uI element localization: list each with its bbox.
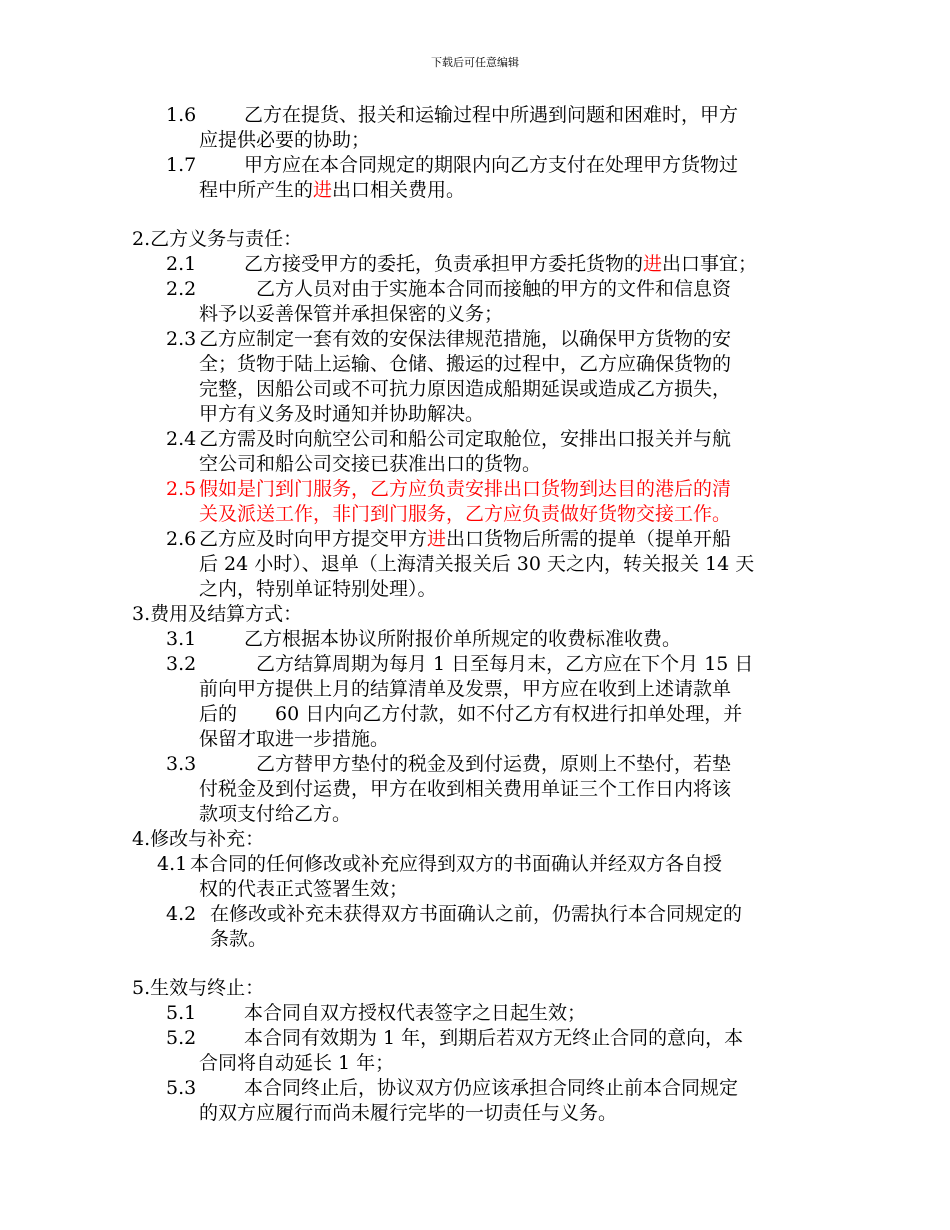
blank-line [0, 952, 950, 976]
clause-continuation [0, 927, 950, 952]
clause-text: 在修改或补充未获得双方书面确认之前，仍需执行本合同规定的 [210, 903, 743, 925]
clause-text: 的双方应履行而尚未履行完毕的一切责任与义务。 [199, 1102, 618, 1124]
clause-number: 4.2 [166, 903, 197, 925]
clause-line [0, 103, 950, 128]
clause-text: 料予以妥善保管并承担保密的义务； [199, 303, 504, 325]
clause-text: 条款。 [210, 928, 268, 950]
blank-line [0, 203, 950, 227]
clause-line [0, 477, 950, 502]
clause-text: 乙方应制定一套有效的安保法律规范措施，以确保甲方货物的安 [199, 328, 732, 350]
clause-text: 本合同有效期为 1 年，到期后若双方无终止合同的意向，本 [244, 1027, 744, 1049]
text-segment: 出口相关费用。 [332, 179, 466, 201]
clause-continuation [0, 502, 950, 527]
highlighted-word: 进 [313, 179, 333, 201]
clause-number: 3.3 [166, 753, 197, 775]
clause-continuation [0, 552, 950, 577]
text-segment: 乙方应及时向甲方提交甲方 [199, 528, 428, 550]
clause-continuation [0, 402, 950, 427]
clause-text: 甲方应在本合同规定的期限内向乙方支付在处理甲方货物过 [244, 154, 739, 176]
clause-number: 3.1 [166, 628, 197, 650]
clause-line [0, 752, 950, 777]
clause-text: 合同将自动延长 1 年； [199, 1052, 395, 1074]
clause-text: 款项支付给乙方。 [199, 803, 352, 825]
clause-text: 本合同终止后，协议双方仍应该承担合同终止前本合同规定 [244, 1077, 739, 1099]
clause-continuation [0, 702, 950, 727]
clause-line [0, 277, 950, 302]
clause-number: 5.1 [166, 1002, 197, 1024]
clause-text [199, 527, 731, 552]
clause-text: 4.修改与补充： [132, 828, 265, 850]
section-heading [0, 227, 950, 252]
clause-line [0, 652, 950, 677]
clause-line [0, 527, 950, 552]
clause-number: 5.2 [166, 1027, 197, 1049]
clause-text: 乙方人员对由于实施本合同而接触的甲方的文件和信息资 [256, 278, 732, 300]
clause-text: 之内，特别单证特别处理）。 [199, 578, 437, 600]
clause-text: 3.费用及结算方式： [132, 603, 303, 625]
document-body [0, 103, 950, 1126]
clause-text: 本合同的任何修改或补充应得到双方的书面确认并经双方各自授 [190, 853, 723, 875]
clause-text [199, 178, 465, 203]
section-heading [0, 602, 950, 627]
clause-number: 4.1 [157, 853, 188, 875]
clause-number: 2.2 [166, 278, 197, 300]
clause-text: 保留才取进一步措施。 [199, 728, 390, 750]
clause-text: 5.生效与终止： [132, 977, 265, 999]
clause-text: 甲方有义务及时通知并协助解决。 [199, 403, 485, 425]
clause-continuation [0, 577, 950, 602]
clause-number: 2.1 [166, 253, 197, 275]
clause-number: 5.3 [166, 1077, 197, 1099]
clause-continuation [0, 178, 950, 203]
clause-text: 后的 60 日内向乙方付款，如不付乙方有权进行扣单处理，并 [199, 703, 743, 725]
highlighted-word: 进 [427, 528, 447, 550]
clause-text: 乙方结算周期为每月 1 日至每月末，乙方应在下个月 15 日 [256, 653, 754, 675]
clause-continuation [0, 727, 950, 752]
clause-line [0, 1076, 950, 1101]
clause-continuation [0, 1101, 950, 1126]
clause-number: 1.7 [166, 154, 197, 176]
clause-line [0, 1026, 950, 1051]
clause-number: 1.6 [166, 104, 197, 126]
clause-continuation [0, 452, 950, 477]
clause-line [0, 852, 950, 877]
clause-continuation [0, 777, 950, 802]
clause-text: 付税金及到付运费，甲方在收到相关费用单证三个工作日内将该 [199, 778, 732, 800]
clause-continuation [0, 802, 950, 827]
clause-line [0, 153, 950, 178]
clause-text: 全；货物于陆上运输、仓储、搬运的过程中，乙方应确保货物的 [199, 353, 732, 375]
clause-line [0, 902, 950, 927]
text-segment: 乙方接受甲方的委托，负责承担甲方委托货物的 [244, 253, 644, 275]
clause-continuation [0, 377, 950, 402]
clause-text: 本合同自双方授权代表签字之日起生效； [244, 1002, 587, 1024]
clause-text: 乙方根据本协议所附报价单所规定的收费标准收费。 [244, 628, 682, 650]
clause-text: 完整，因船公司或不可抗力原因造成船期延误或造成乙方损失， [199, 378, 732, 400]
clause-text [244, 252, 757, 277]
clause-line [0, 627, 950, 652]
clause-text: 假如是门到门服务，乙方应负责安排出口货物到达目的港后的清 [199, 478, 732, 500]
section-heading [0, 976, 950, 1001]
clause-number: 2.3 [166, 328, 197, 350]
clause-number: 2.4 [166, 428, 197, 450]
clause-text: 关及派送工作，非门到门服务，乙方应负责做好货物交接工作。 [199, 503, 732, 525]
clause-continuation [0, 1051, 950, 1076]
clause-text: 应提供必要的协助； [199, 129, 371, 151]
clause-continuation [0, 352, 950, 377]
text-segment: 程中所产生的 [199, 179, 314, 201]
clause-line [0, 327, 950, 352]
clause-text: 乙方在提货、报关和运输过程中所遇到问题和困难时，甲方 [244, 104, 739, 126]
clause-text: 权的代表正式签署生效； [199, 878, 409, 900]
text-segment: 出口货物后所需的提单（提单开船 [446, 528, 732, 550]
text-segment: 出口事宜； [662, 253, 758, 275]
clause-number: 2.5 [166, 478, 197, 500]
clause-text: 前向甲方提供上月的结算清单及发票，甲方应在收到上述请款单 [199, 678, 732, 700]
page-header: 下载后可任意编辑 [431, 56, 519, 69]
clause-line [0, 427, 950, 452]
clause-line [0, 1001, 950, 1026]
clause-text: 乙方替甲方垫付的税金及到付运费，原则上不垫付，若垫 [256, 753, 732, 775]
clause-continuation [0, 128, 950, 153]
clause-continuation [0, 677, 950, 702]
clause-number: 3.2 [166, 653, 197, 675]
clause-number: 2.6 [166, 528, 197, 550]
section-heading [0, 827, 950, 852]
clause-text: 后 24 小时）、退单（上海清关报关后 30 天之内，转关报关 14 天 [199, 553, 755, 575]
clause-text: 2.乙方义务与责任： [132, 228, 303, 250]
clause-continuation [0, 877, 950, 902]
clause-continuation [0, 302, 950, 327]
clause-text: 空公司和船公司交接已获准出口的货物。 [199, 453, 542, 475]
highlighted-word: 进 [643, 253, 663, 275]
clause-line [0, 252, 950, 277]
clause-text: 乙方需及时向航空公司和船公司定取舱位，安排出口报关并与航 [199, 428, 732, 450]
